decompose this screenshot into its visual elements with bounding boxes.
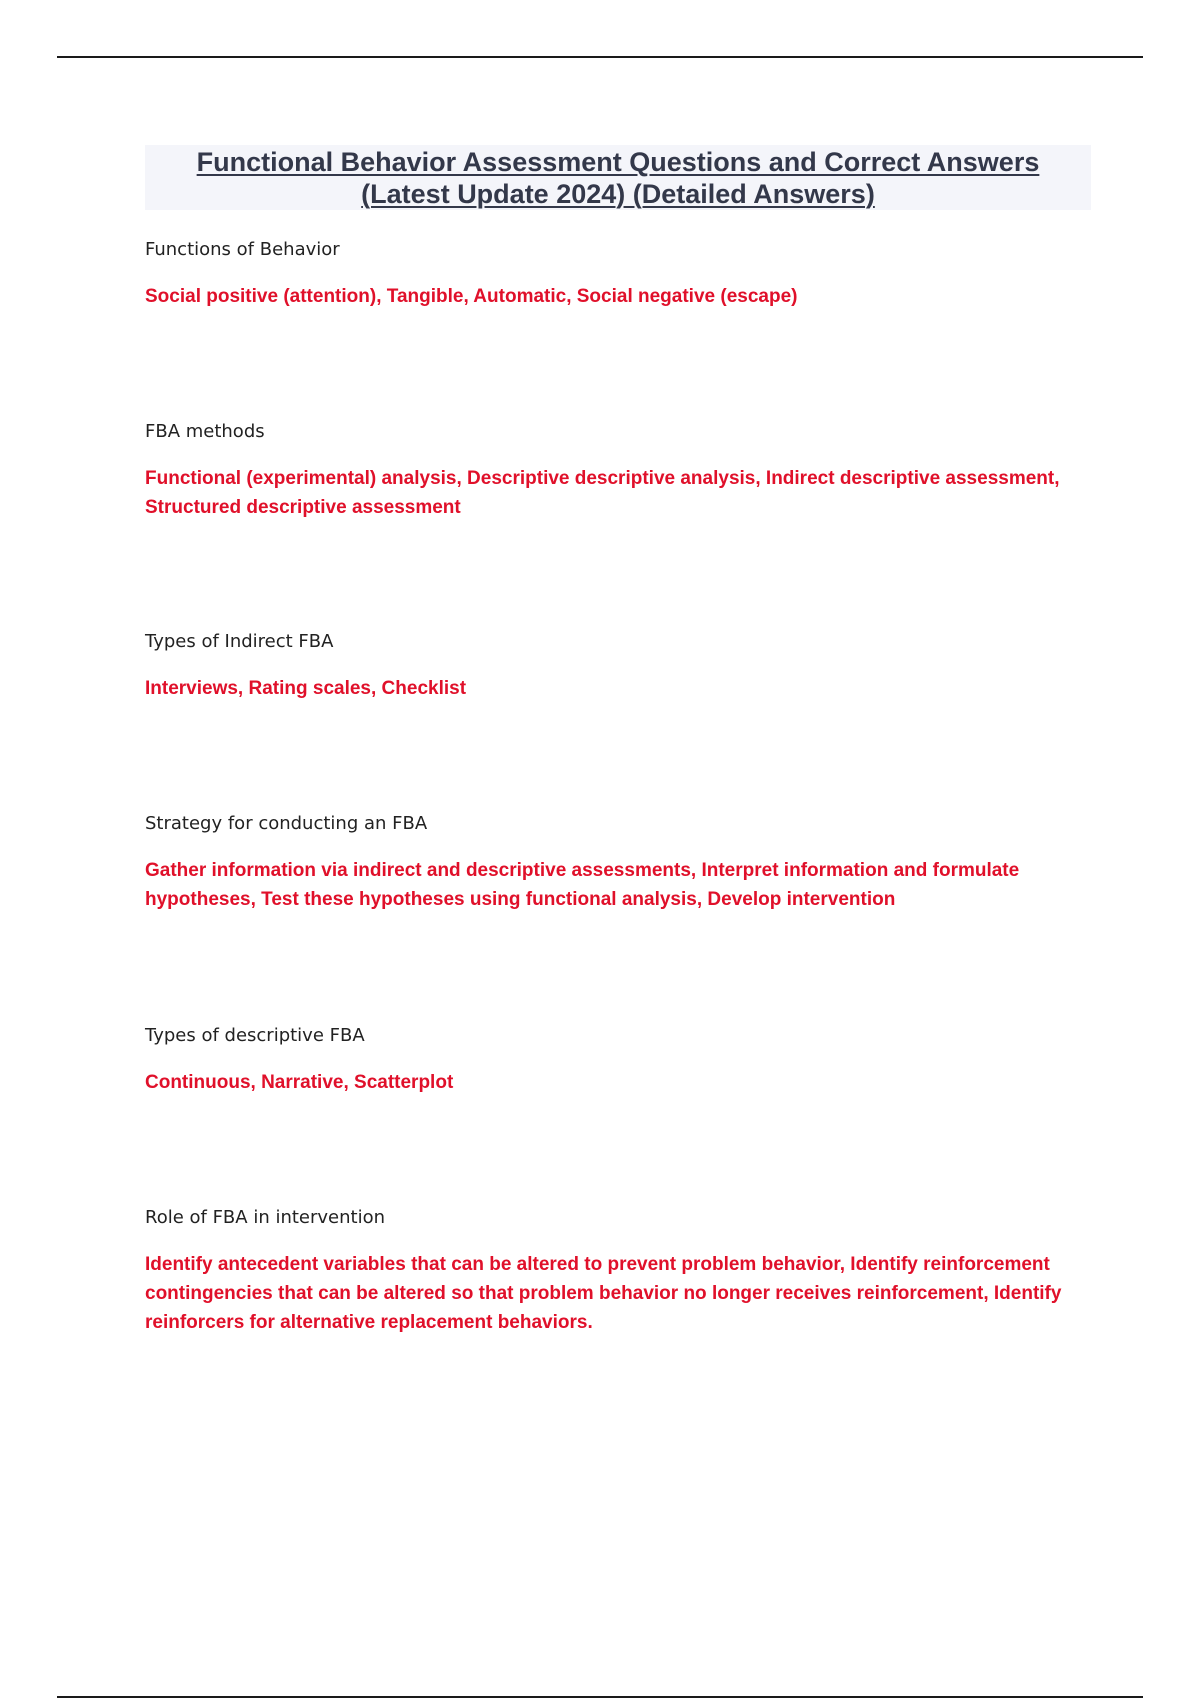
title-line-2: (Latest Update 2024) (Detailed Answers) — [361, 178, 875, 209]
qa-item-fba-methods — [145, 420, 1095, 522]
qa-item-functions-of-behavior — [145, 238, 1095, 311]
question-text: FBA methods — [145, 421, 265, 442]
answer-text: Gather information via indirect and descriptive assessments, Interpret information and formulate hypotheses, Test these hypotheses using functional analysis, Develop intervention — [145, 860, 1020, 910]
answer-text: Functional (experimental) analysis, Descriptive descriptive analysis, Indirect descriptive assessment, Structured descriptive assessment — [145, 468, 1060, 518]
answer-text: Interviews, Rating scales, Checklist — [145, 678, 467, 699]
question-text: Types of Indirect FBA — [145, 631, 334, 652]
question-text: Strategy for conducting an FBA — [145, 813, 428, 834]
qa-item-strategy-for-fba — [145, 812, 1095, 914]
question-text: Functions of Behavior — [145, 239, 340, 260]
question-text: Role of FBA in intervention — [145, 1207, 386, 1228]
qa-item-types-of-descriptive-fba — [145, 1024, 1095, 1097]
qa-item-role-of-fba — [145, 1206, 1095, 1337]
answer-text: Identify antecedent variables that can be altered to prevent problem behavior, Identify reinforcement contingencies that can be altered so that problem behavior no longer receives reinforcement, Identify reinforcers for alternative replacement behaviors. — [145, 1254, 1062, 1333]
question-text: Types of descriptive FBA — [145, 1025, 365, 1046]
qa-item-types-of-indirect-fba — [145, 630, 1095, 703]
answer-text: Continuous, Narrative, Scatterplot — [145, 1072, 454, 1093]
document-title — [145, 145, 1091, 210]
top-rule — [57, 56, 1143, 58]
answer-text: Social positive (attention), Tangible, Automatic, Social negative (escape) — [145, 286, 798, 307]
bottom-rule — [57, 1696, 1143, 1698]
title-line-1: Functional Behavior Assessment Questions and Correct Answers — [196, 146, 1040, 177]
